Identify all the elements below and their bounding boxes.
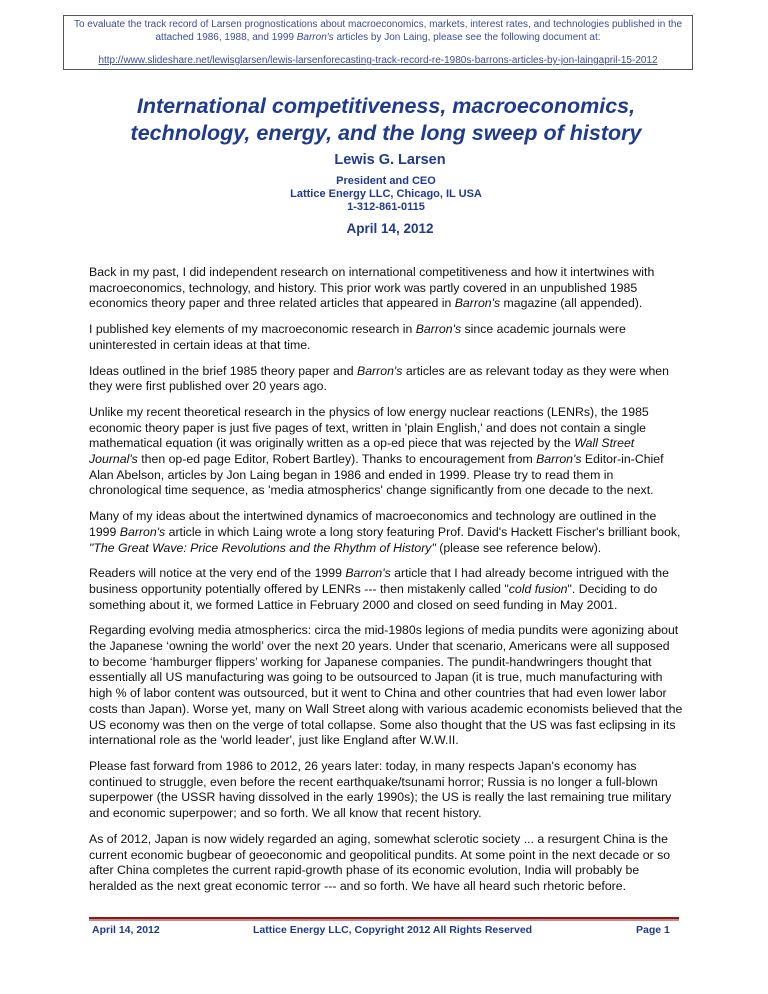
document-date: April 14, 2012 <box>346 221 434 236</box>
author-role: President and CEO <box>336 175 436 187</box>
document-title: International competitiveness, macroeconomics, technology, energy, and the long sweep of history <box>130 94 642 145</box>
author-affiliation <box>2 175 768 214</box>
body-text <box>89 265 683 905</box>
paragraph-2: I published key elements of my macroeconomic research in Barron's since academic journals were uninterested in certain ideas at that time. <box>89 322 626 352</box>
footer-divider <box>89 917 679 919</box>
notice-text: To evaluate the track record of Larsen prognostications about macroeconomics, markets, interest rates, and technologies published in the attached 1986, 1988, and 1999 Barron's articles by Jon Laing, please see the following document at: <box>73 19 683 43</box>
footer-date: April 14, 2012 <box>92 924 160 936</box>
footer-page-number: Page 1 <box>636 924 670 936</box>
paragraph-7: Regarding evolving media atmospherics: circa the mid-1980s legions of media pundits were agonizing about the Japanese ‘owning the world’ over the next 20 years. Under that scenario, Americans were all supposed to become ‘hamburger flippers’ working for Japanese companies. The pundit-handwringers thought that essentially all US manufacturing was going to be outsourced to Japan (it is true, much manufacturing with high % of labor content was outsourced, but it went to China and other countries that had even lower labor costs than Japan). Worse yet, many on Wall Street along with various academic economists believed that the US economy was then on the verge of total collapse. Some also thought that the US was fast eclipsing in its international role as the 'world leader', just like England after W.W.II. <box>89 623 683 748</box>
paragraph-4: Unlike my recent theoretical research in the physics of low energy nuclear reactions (LENRs), the 1985 economic theory paper is just five pages of text, written in 'plain English,' and does not contain a single mathematical equation (it was originally written as a op-ed piece that was rejected by the Wall Street Journal's then op-ed page Editor, Robert Bartley). Thanks to encouragement from Barron's Editor-in-Chief Alan Abelson, articles by Jon Laing began in 1986 and ended in 1999. Please try to read them in chronological time sequence, as 'media atmospherics' change significantly from one decade to the next. <box>89 404 664 498</box>
notice-box <box>63 15 693 70</box>
paragraph-6: Readers will notice at the very end of the 1999 Barron's article that I had already become intrigued with the business opportunity potentially offered by LENRs --- then mistakenly called "cold fusion". Deciding to do something about it, we formed Lattice in February 2000 and closed on seed funding in May 2001. <box>89 566 669 612</box>
paragraph-5: Many of my ideas about the intertwined dynamics of macroeconomics and technology are outlined in the 1999 Barron's article in which Laing wrote a long story featuring Prof. David's Hackett Fischer's brilliant book, "The Great Wave: Price Revolutions and the Rhythm of History" (please see reference below). <box>89 509 681 555</box>
author-phone: 1-312-861-0115 <box>347 201 425 213</box>
footer-copyright: Lattice Energy LLC, Copyright 2012 All Rights Reserved <box>253 924 533 936</box>
slideshare-link[interactable]: http://www.slideshare.net/lewisglarsen/lewis-larsenforecasting-track-record-re-1980s-barrons-articles-by-jon-laingapril-15-2012 <box>98 55 658 66</box>
author-company: Lattice Energy LLC, Chicago, IL USA <box>290 188 482 200</box>
author-name: Lewis G. Larsen <box>334 152 446 168</box>
paragraph-3: Ideas outlined in the brief 1985 theory paper and Barron's articles are as relevant today as they were when they were first published over 20 years ago. <box>89 363 669 394</box>
paragraph-1: Back in my past, I did independent research on international competitiveness and how it intertwines with macroeconomics, technology, and history. This prior work was partly covered in an unpublished 1985 economics theory paper and three related articles that appeared in Barron's magazine (all appended). <box>89 265 655 311</box>
paragraph-8: Please fast forward from 1986 to 2012, 26 years later: today, in many respects Japan's economy has continued to struggle, even before the recent earthquake/tsunami horror; Russia is no longer a full-blown superpower (the USSR having dissolved in the early 1990s); the US is really the last remaining true military and economic superpower; and so forth. We all know that recent history. <box>89 758 672 821</box>
paragraph-9: As of 2012, Japan is now widely regarded an aging, somewhat sclerotic society ... a resurgent China is the current economic bugbear of geoeconomic and geopolitical pundits. At some point in the next decade or so after China completes the current rapid-growth phase of its economic evolution, India will probably be heralded as the next great economic terror --- and so forth. We have all heard such rhetoric before. <box>89 831 671 893</box>
